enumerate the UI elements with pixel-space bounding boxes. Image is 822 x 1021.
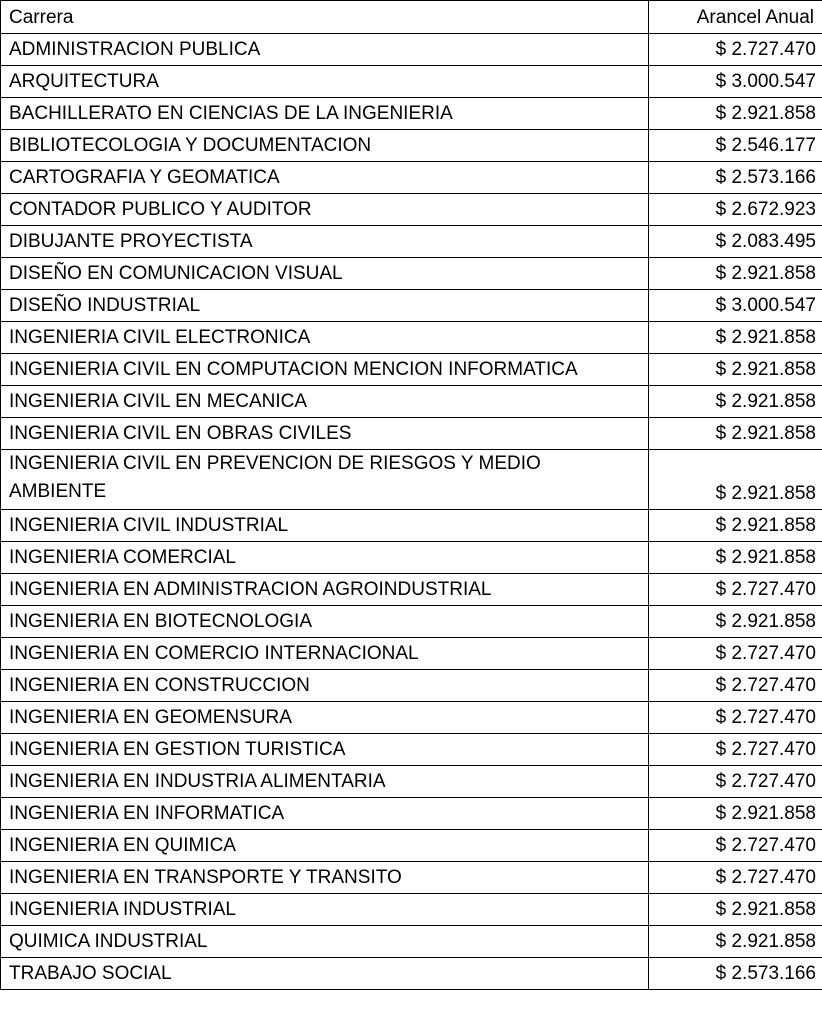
table-row [1, 290, 822, 322]
arancel-cell: $ 2.921.858 [649, 926, 822, 958]
carrera-cell: INGENIERIA CIVIL EN OBRAS CIVILES [1, 418, 649, 450]
carrera-cell: DISEÑO EN COMUNICACION VISUAL [1, 258, 649, 290]
arancel-cell: $ 2.921.858 [649, 894, 822, 926]
arancel-cell: $ 2.727.470 [649, 670, 822, 702]
table-row [1, 670, 822, 702]
table-row [1, 798, 822, 830]
carrera-cell: INGENIERIA EN GEOMENSURA [1, 702, 649, 734]
carrera-cell: INGENIERIA EN INFORMATICA [1, 798, 649, 830]
header-row [1, 1, 822, 34]
table-row [1, 450, 822, 510]
arancel-cell: $ 2.727.470 [649, 766, 822, 798]
carrera-cell: INGENIERIA CIVIL EN COMPUTACION MENCION INFORMATICA [1, 354, 649, 386]
carrera-cell: CARTOGRAFIA Y GEOMATICA [1, 162, 649, 194]
carrera-cell: BACHILLERATO EN CIENCIAS DE LA INGENIERIA [1, 98, 649, 130]
arancel-cell: $ 3.000.547 [649, 66, 822, 98]
arancel-cell: $ 2.921.858 [649, 510, 822, 542]
arancel-cell: $ 2.921.858 [649, 798, 822, 830]
table-row [1, 958, 822, 990]
table-row [1, 322, 822, 354]
table-row [1, 510, 822, 542]
arancel-cell: $ 2.921.858 [649, 258, 822, 290]
table-row [1, 258, 822, 290]
table-row [1, 574, 822, 606]
carrera-cell: BIBLIOTECOLOGIA Y DOCUMENTACION [1, 130, 649, 162]
carrera-cell: INGENIERIA EN TRANSPORTE Y TRANSITO [1, 862, 649, 894]
carrera-cell: DISEÑO INDUSTRIAL [1, 290, 649, 322]
arancel-cell: $ 2.921.858 [649, 606, 822, 638]
table-row [1, 130, 822, 162]
carrera-cell: INGENIERIA CIVIL ELECTRONICA [1, 322, 649, 354]
arancel-cell: $ 2.083.495 [649, 226, 822, 258]
arancel-cell: $ 2.921.858 [649, 322, 822, 354]
arancel-cell: $ 2.546.177 [649, 130, 822, 162]
arancel-cell: $ 2.921.858 [649, 418, 822, 450]
carrera-cell: INGENIERIA INDUSTRIAL [1, 894, 649, 926]
carrera-cell: CONTADOR PUBLICO Y AUDITOR [1, 194, 649, 226]
table-row [1, 606, 822, 638]
carrera-cell: INGENIERIA CIVIL EN MECANICA [1, 386, 649, 418]
arancel-cell: $ 3.000.547 [649, 290, 822, 322]
arancel-cell: $ 2.727.470 [649, 734, 822, 766]
carrera-cell: INGENIERIA EN GESTION TURISTICA [1, 734, 649, 766]
carrera-cell: TRABAJO SOCIAL [1, 958, 649, 990]
carrera-cell: INGENIERIA COMERCIAL [1, 542, 649, 574]
arancel-cell: $ 2.727.470 [649, 574, 822, 606]
table-row [1, 862, 822, 894]
carrera-cell: INGENIERIA EN ADMINISTRACION AGROINDUSTRIAL [1, 574, 649, 606]
table-row [1, 34, 822, 66]
table-row [1, 734, 822, 766]
table-row [1, 894, 822, 926]
table-row [1, 418, 822, 450]
arancel-cell: $ 2.921.858 [649, 354, 822, 386]
table-row [1, 702, 822, 734]
carrera-cell: ARQUITECTURA [1, 66, 649, 98]
carrera-cell: ADMINISTRACION PUBLICA [1, 34, 649, 66]
arancel-cell: $ 2.573.166 [649, 958, 822, 990]
carrera-cell: INGENIERIA CIVIL EN PREVENCION DE RIESGOS Y MEDIO AMBIENTE [1, 450, 649, 510]
table-row [1, 354, 822, 386]
carrera-cell: INGENIERIA EN QUIMICA [1, 830, 649, 862]
arancel-cell: $ 2.727.470 [649, 34, 822, 66]
table-row [1, 66, 822, 98]
table-row [1, 926, 822, 958]
table-row [1, 386, 822, 418]
carrera-cell: INGENIERIA CIVIL INDUSTRIAL [1, 510, 649, 542]
table-row [1, 830, 822, 862]
table-row [1, 194, 822, 226]
table-row [1, 226, 822, 258]
arancel-cell: $ 2.727.470 [649, 702, 822, 734]
carrera-cell: INGENIERIA EN INDUSTRIA ALIMENTARIA [1, 766, 649, 798]
table-row [1, 162, 822, 194]
carrera-cell: INGENIERIA EN COMERCIO INTERNACIONAL [1, 638, 649, 670]
arancel-cell: $ 2.573.166 [649, 162, 822, 194]
arancel-cell: $ 2.921.858 [649, 386, 822, 418]
table-row [1, 766, 822, 798]
arancel-cell: $ 2.921.858 [649, 450, 822, 510]
table-row [1, 542, 822, 574]
arancel-cell: $ 2.727.470 [649, 638, 822, 670]
arancel-cell: $ 2.921.858 [649, 542, 822, 574]
header-carrera: Carrera [1, 1, 649, 34]
arancel-cell: $ 2.672.923 [649, 194, 822, 226]
arancel-cell: $ 2.727.470 [649, 862, 822, 894]
arancel-cell: $ 2.921.858 [649, 98, 822, 130]
table-row [1, 638, 822, 670]
carrera-cell: INGENIERIA EN BIOTECNOLOGIA [1, 606, 649, 638]
header-arancel: Arancel Anual [649, 1, 822, 34]
table-row [1, 98, 822, 130]
carrera-cell: QUIMICA INDUSTRIAL [1, 926, 649, 958]
arancel-cell: $ 2.727.470 [649, 830, 822, 862]
carrera-cell: DIBUJANTE PROYECTISTA [1, 226, 649, 258]
carrera-cell: INGENIERIA EN CONSTRUCCION [1, 670, 649, 702]
